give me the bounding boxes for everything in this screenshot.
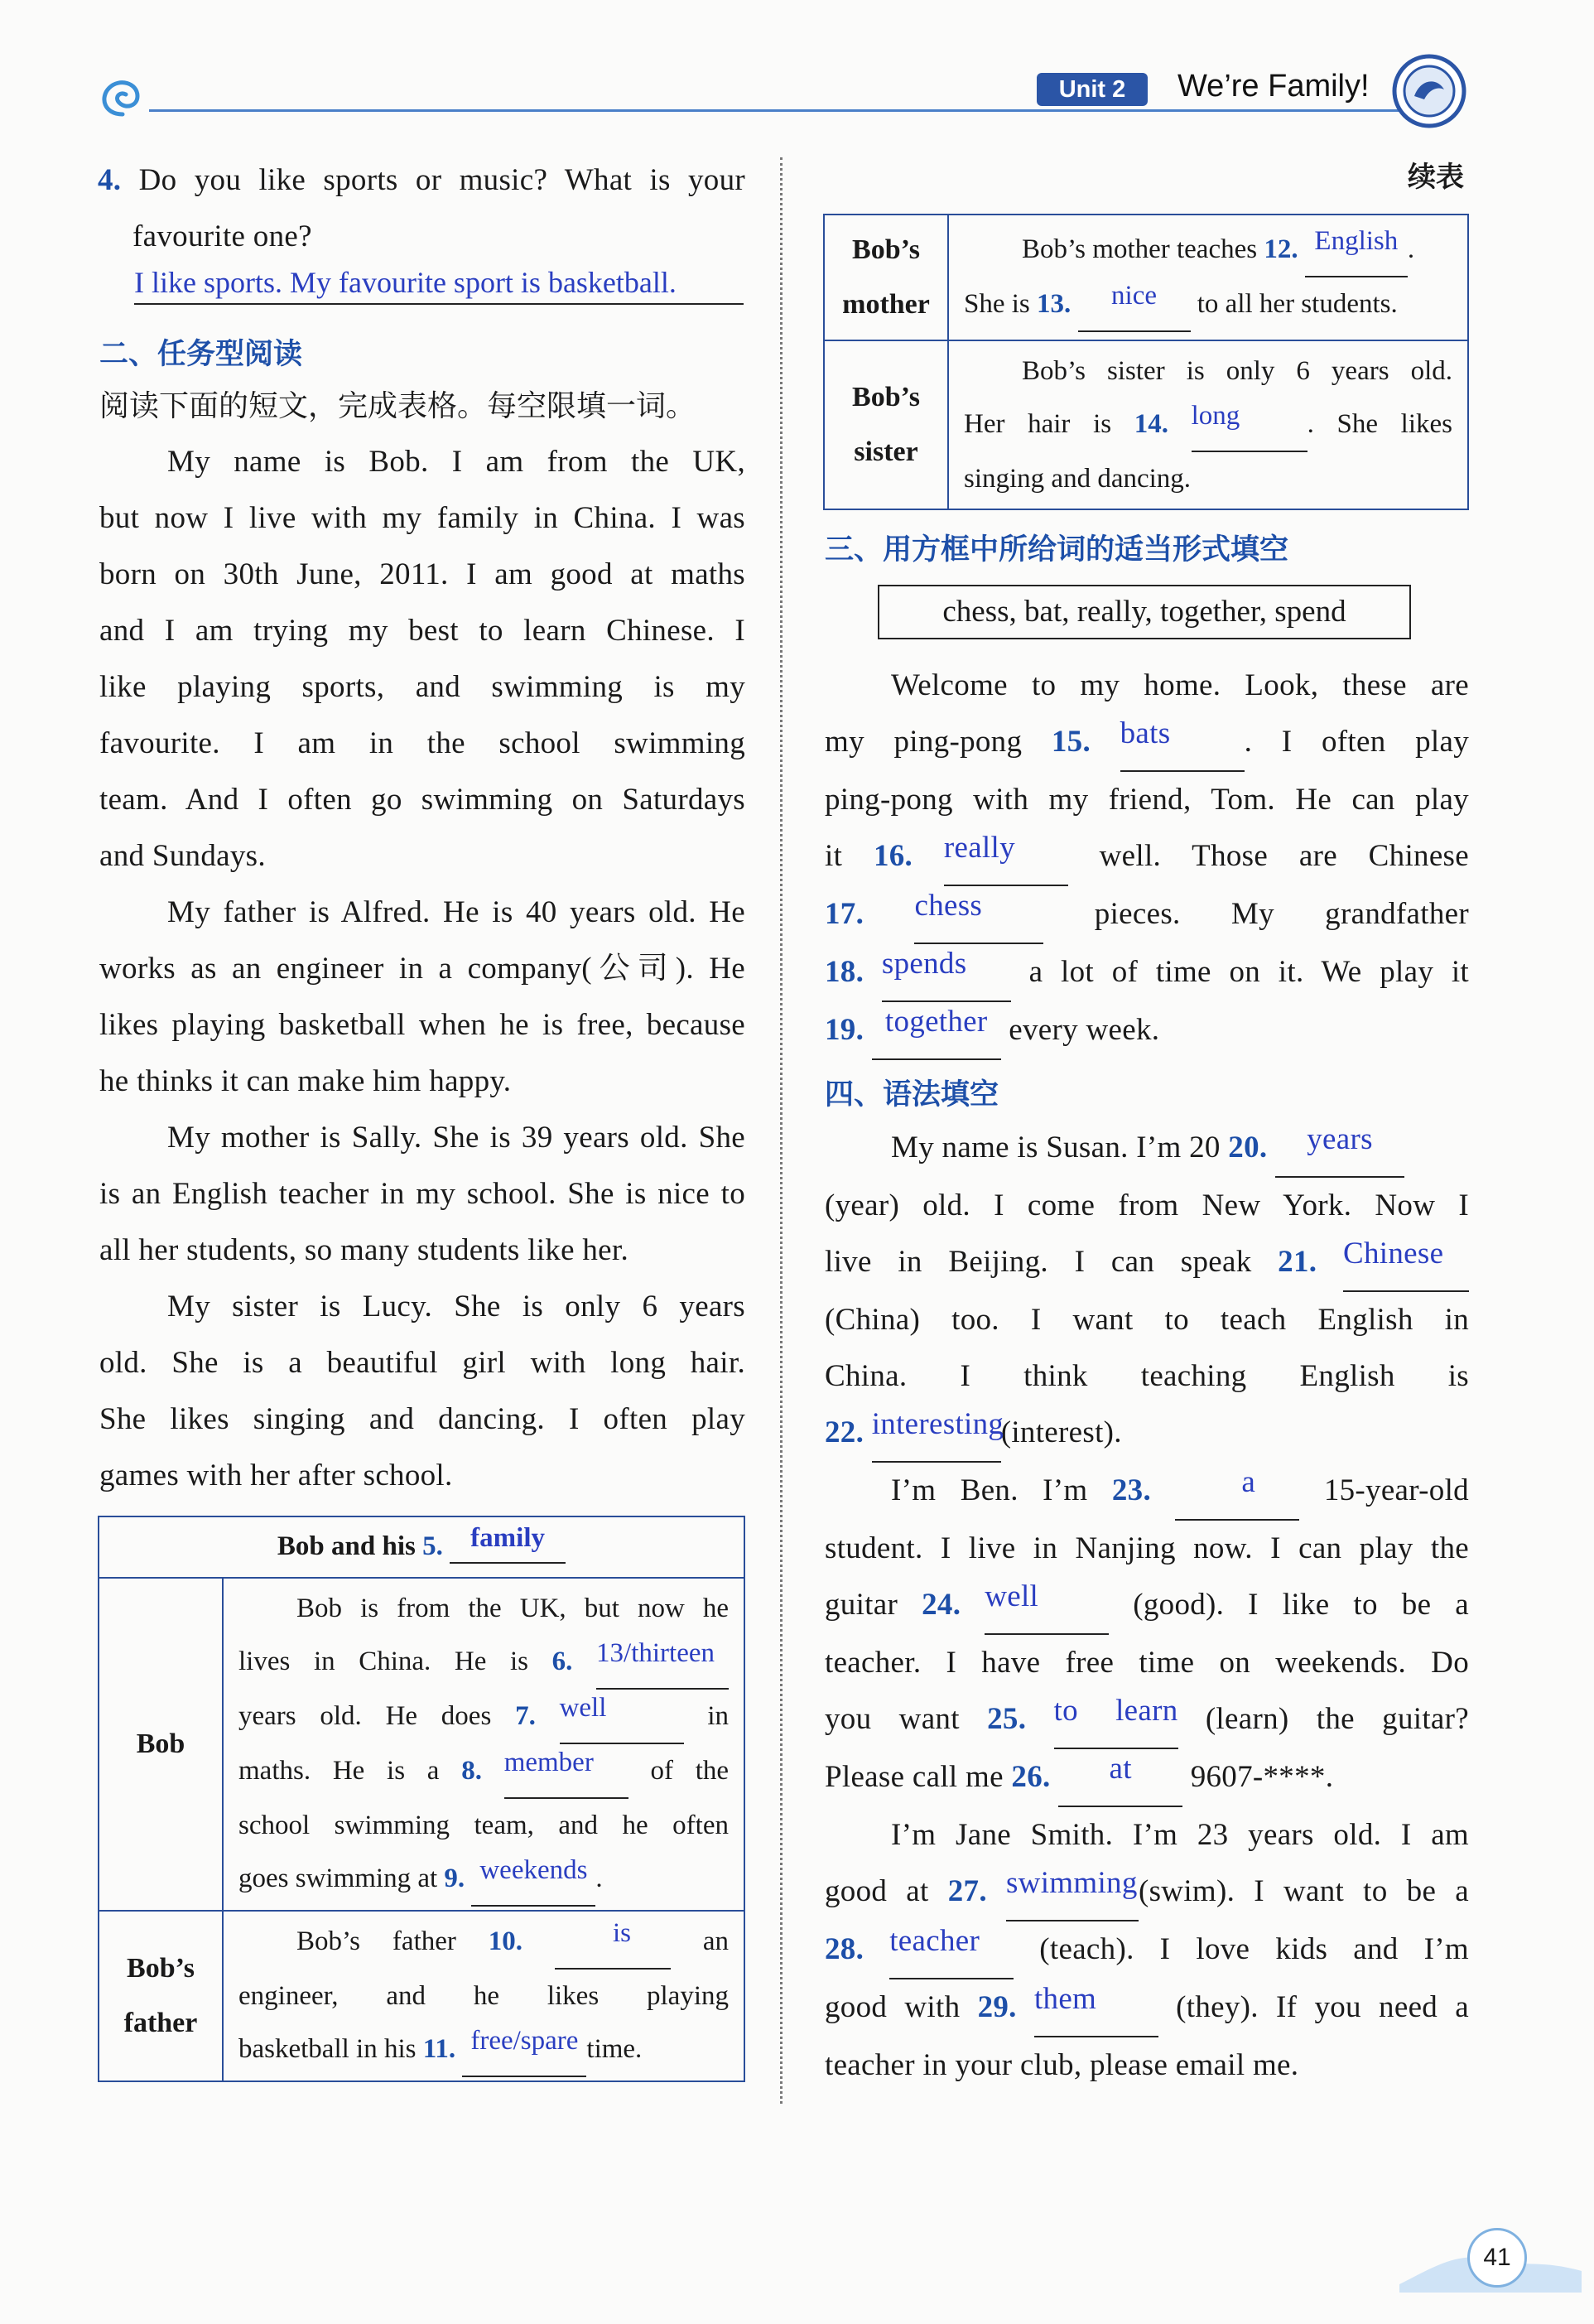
- section-2-title: 二、任务型阅读: [99, 338, 303, 371]
- row-bob: Bob is from the UK, but now he lives in China. He is 6. 13/thirteen years old. He does 7. well in maths. He is a 8. member of the school swimming team, and he often goes swimming at 9. weekends .: [223, 1578, 744, 1911]
- section-4-title: 四、语法填空: [825, 1078, 999, 1111]
- section-3-title: 三、用方框中所给词的适当形式填空: [825, 533, 1289, 567]
- continued-label: 续表: [1408, 161, 1464, 194]
- row-label-mother: Bob’s mother: [824, 215, 948, 340]
- word-box: chess, bat, really, together, spend: [878, 585, 1411, 639]
- row-father: Bob’s father 10. is an engineer, and he likes playing basketball in his 11. free/spare time.: [223, 1911, 744, 2081]
- reading-passage: My name is Bob. I am from the UK, but now I live with my family in China. I was born on 30th June, 2011. I am good at maths and I am trying my best to learn Chinese. I like playing sports, and swimming is my favourite. I am in the school swimming team. And I often go swimming on Saturdays and Sundays. My father is Alfred. He is 40 years old. He works as an engineer in a company(公司). He likes playing basketball when he is free, because he thinks it can make him happy. My mother is Sally. She is 39 years old. She is an English teacher in my school. She is nice to all her students, so many students like her. My sister is Lucy. She is only 6 years old. She is a beautiful girl with long hair. She likes singing and dancing. I often play games with her after school.: [99, 445, 745, 1492]
- table-header: Bob and his 5. family: [99, 1516, 744, 1578]
- school-emblem-icon: [1391, 53, 1467, 129]
- section-4-passage: My name is Susan. I’m 20 20. years (year) old. I come from New York. Now I live in Beijing. I can speak 21. Chinese (China) too. I want to teach English in China. I think teaching English is 22. interesting(interest). I’m Ben. I’m 23. a 15-year-old student. I live in Nanjing now. I can play the guitar 24. well (good). I like to be a teacher. I have free time on weekends. Do you want 25. to learn (learn) the guitar? Please call me 26. at 9607-****. I’m Jane Smith. I’m 23 years old. I am good at 27. swimming(swim). I want to be a 28. teacher (teach). I love kids and I’m good with 29. them (they). If you need a teacher in your club, please email me.: [825, 1120, 1469, 2094]
- section-3-passage: Welcome to my home. Look, these are my ping-pong 15. bats . I often play ping-pong with my friend, Tom. He can play it 16. really well. Those are Chinese 17. chess pieces. My grandfather 18. spends a lot of time on it. We play it 19. together every week.: [825, 658, 1469, 1060]
- section-2-instruction: 阅读下面的短文，完成表格。每空限填一词。: [99, 389, 696, 423]
- column-divider: [780, 157, 783, 2104]
- bob-family-table-continued: [823, 214, 1469, 510]
- swirl-logo-icon: [93, 73, 151, 121]
- unit-badge: Unit 2: [1037, 73, 1148, 106]
- header-rule: [149, 109, 1441, 112]
- question-4: 4. Do you like sports or music? What is your favourite one?: [98, 163, 745, 253]
- bob-family-table: [98, 1516, 745, 2082]
- row-mother: Bob’s mother teaches 12. English . She is 13. nice to all her students.: [948, 215, 1468, 340]
- page-number-badge: 41: [1467, 2228, 1527, 2288]
- row-label-father: Bob’s father: [99, 1911, 223, 2081]
- unit-title: We’re Family!: [1177, 69, 1370, 104]
- row-sister: Bob’s sister is only 6 years old. Her hair is 14. long . She likes singing and dancing.: [948, 340, 1468, 509]
- answer-4: I like sports. My favourite sport is basketball.: [134, 262, 744, 305]
- row-label-bob: Bob: [99, 1578, 223, 1911]
- row-label-sister: Bob’s sister: [824, 340, 948, 509]
